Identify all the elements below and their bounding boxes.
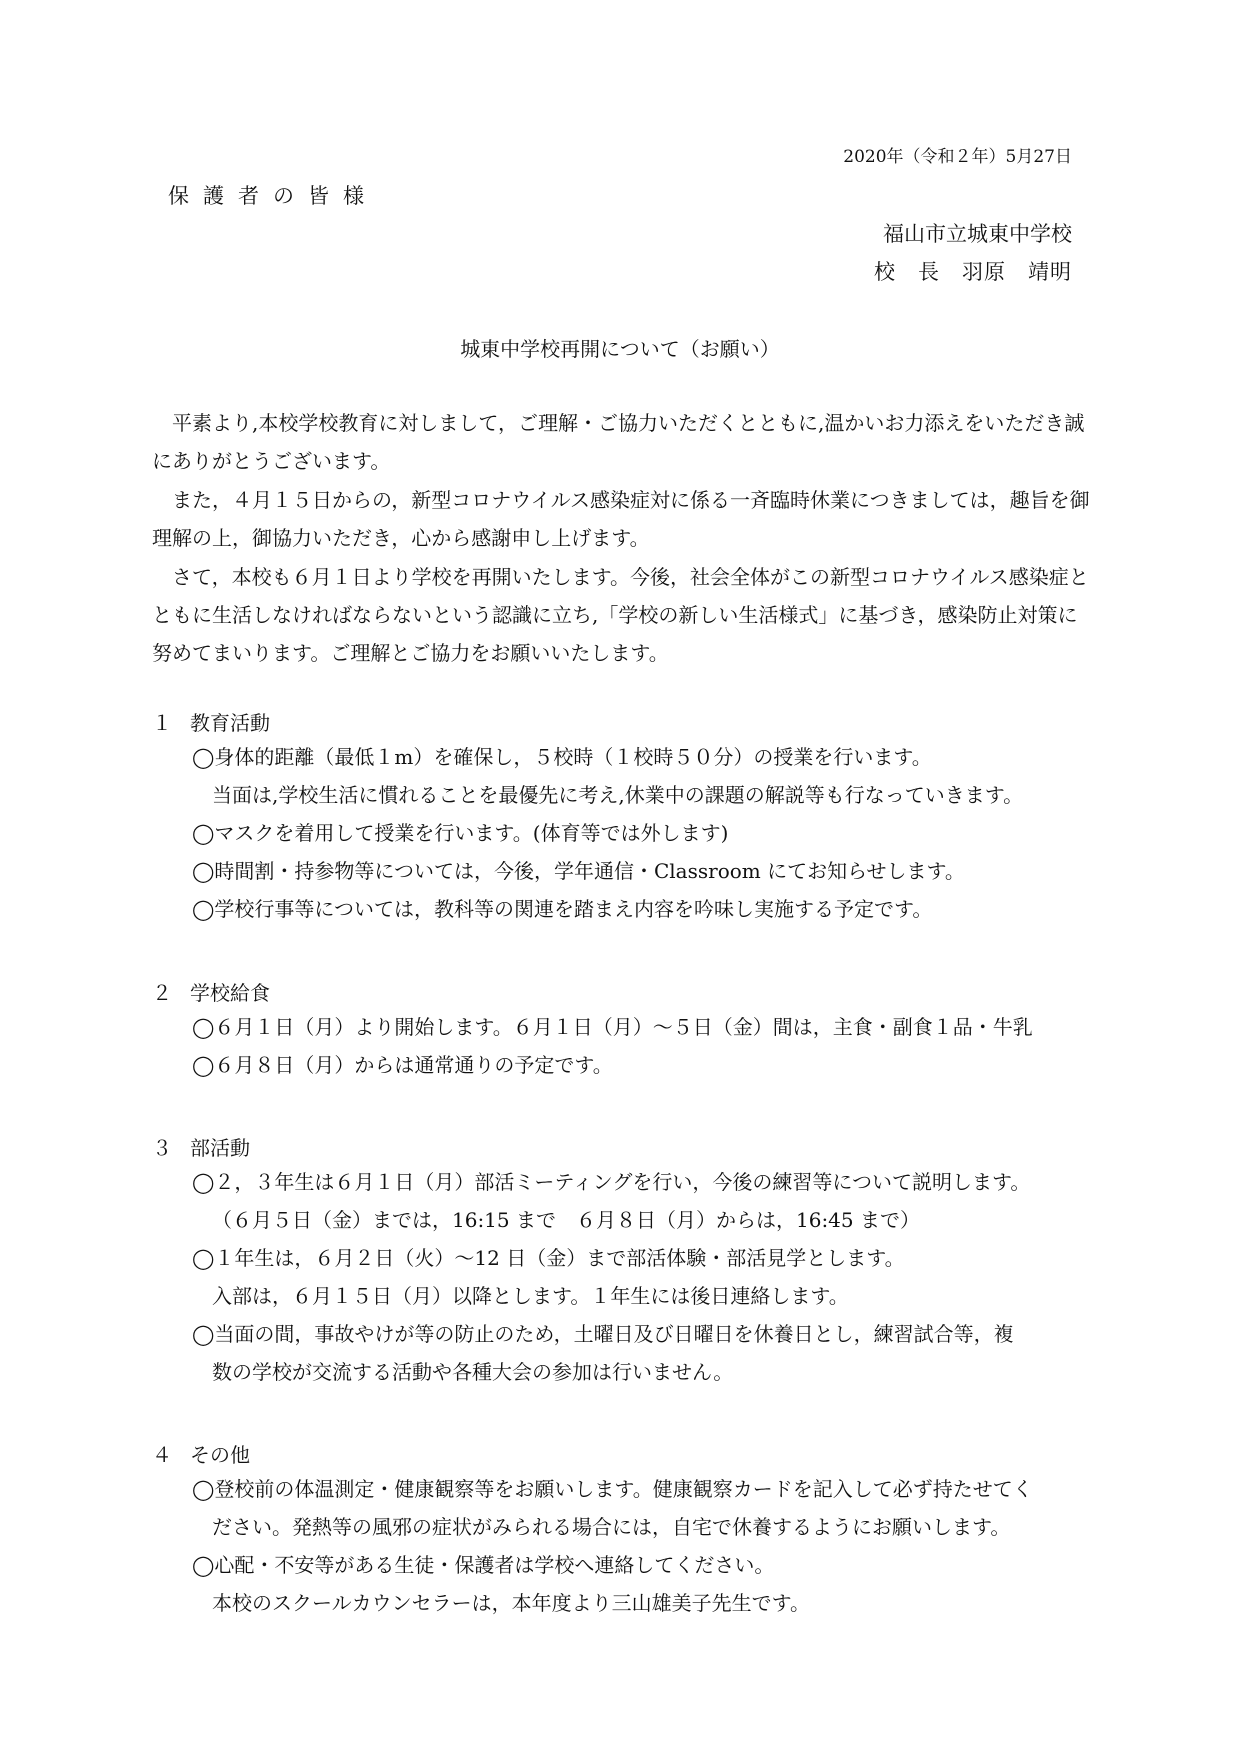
section-1-heading <box>152 707 270 736</box>
list-item: ◯身体的距離（最低１m）を確保し，５校時（１校時５０分）の授業を行います。 <box>192 745 932 769</box>
sender-principal: 校 長 羽原 靖明 <box>874 260 1072 284</box>
list-item: 入部は，６月１５日（月）以降とします。１年生には後日連絡します。 <box>212 1284 849 1308</box>
list-item: ◯当面の間，事故やけが等の防止のため，土曜日及び日曜日を休養日とし，練習試合等，複 <box>192 1322 1014 1346</box>
document-title: 城東中学校再開について（お願い） <box>460 337 780 361</box>
section-1-title: 教育活動 <box>190 711 270 735</box>
section-2-number: ２ <box>152 981 172 1005</box>
section-3-number: ３ <box>152 1136 172 1160</box>
section-2-heading <box>152 977 270 1006</box>
list-item: ◯６月８日（月）からは通常通りの予定です。 <box>192 1053 613 1077</box>
list-item: ◯１年生は，６月２日（火）～12 日（金）まで部活体験・部活見学とします。 <box>192 1246 905 1270</box>
list-item: ◯時間割・持参物等については，今後，学年通信・Classroom にてお知らせします。 <box>192 859 965 883</box>
intro-paragraph-2: また，４月１５日からの，新型コロナウイルス感染症対に係る一斉臨時休業につきましては，趣旨を御理解の上，御協力いただき，心から感謝申し上げます。 <box>152 488 1090 550</box>
list-item: 数の学校が交流する活動や各種大会の参加は行いません。 <box>212 1360 734 1384</box>
list-item: ださい。発熱等の風邪の症状がみられる場合には，自宅で休養するようにお願いします。 <box>212 1515 1011 1539</box>
list-item: ◯心配・不安等がある生徒・保護者は学校へ連絡してください。 <box>192 1553 775 1577</box>
list-item: （６月５日（金）までは，16:15 まで ６月８日（月）からは，16:45 まで） <box>212 1208 920 1232</box>
list-item: ◯学校行事等については，教科等の関連を踏まえ内容を吟味し実施する予定です。 <box>192 897 933 921</box>
section-3-title: 部活動 <box>190 1136 250 1160</box>
section-4-title: その他 <box>190 1443 250 1467</box>
list-item: ◯６月１日（月）より開始します。６月１日（月）～５日（金）間は，主食・副食１品・牛乳 <box>192 1015 1033 1039</box>
list-item: 本校のスクールカウンセラーは，本年度より三山雄美子先生です。 <box>212 1591 810 1615</box>
document-date: 2020年（令和２年）5月27日 <box>843 147 1072 167</box>
section-2-title: 学校給食 <box>190 981 270 1005</box>
list-item: ◯登校前の体温測定・健康観察等をお願いします。健康観察カードを記入して必ず持たせてく <box>192 1477 1033 1501</box>
list-item: ◯マスクを着用して授業を行います。(体育等では外します) <box>192 821 729 845</box>
sender-school: 福山市立城東中学校 <box>883 222 1072 246</box>
section-4-heading <box>152 1439 250 1468</box>
section-4-number: ４ <box>152 1443 172 1467</box>
section-1-number: １ <box>152 711 172 735</box>
section-3-heading <box>152 1132 250 1161</box>
addressee: 保護者の皆様 <box>168 184 378 208</box>
intro-paragraph-1: 平素より,本校学校教育に対しまして，ご理解・ご協力いただくとともに,温かいお力添えをいただき誠にありがとうございます。 <box>152 411 1085 473</box>
list-item: ◯２，３年生は６月１日（月）部活ミーティングを行い，今後の練習等について説明します。 <box>192 1170 1031 1194</box>
list-item: 当面は,学校生活に慣れることを最優先に考え,休業中の課題の解説等も行なっていきます。 <box>212 783 1024 807</box>
intro-paragraph-3: さて，本校も６月１日より学校を再開いたします。今後，社会全体がこの新型コロナウイルス感染症とともに生活しなければならないという認識に立ち,「学校の新しい生活様式」に基づき，感染防止対策に努めてまいります。ご理解とご協力をお願いいたします。 <box>152 565 1089 665</box>
